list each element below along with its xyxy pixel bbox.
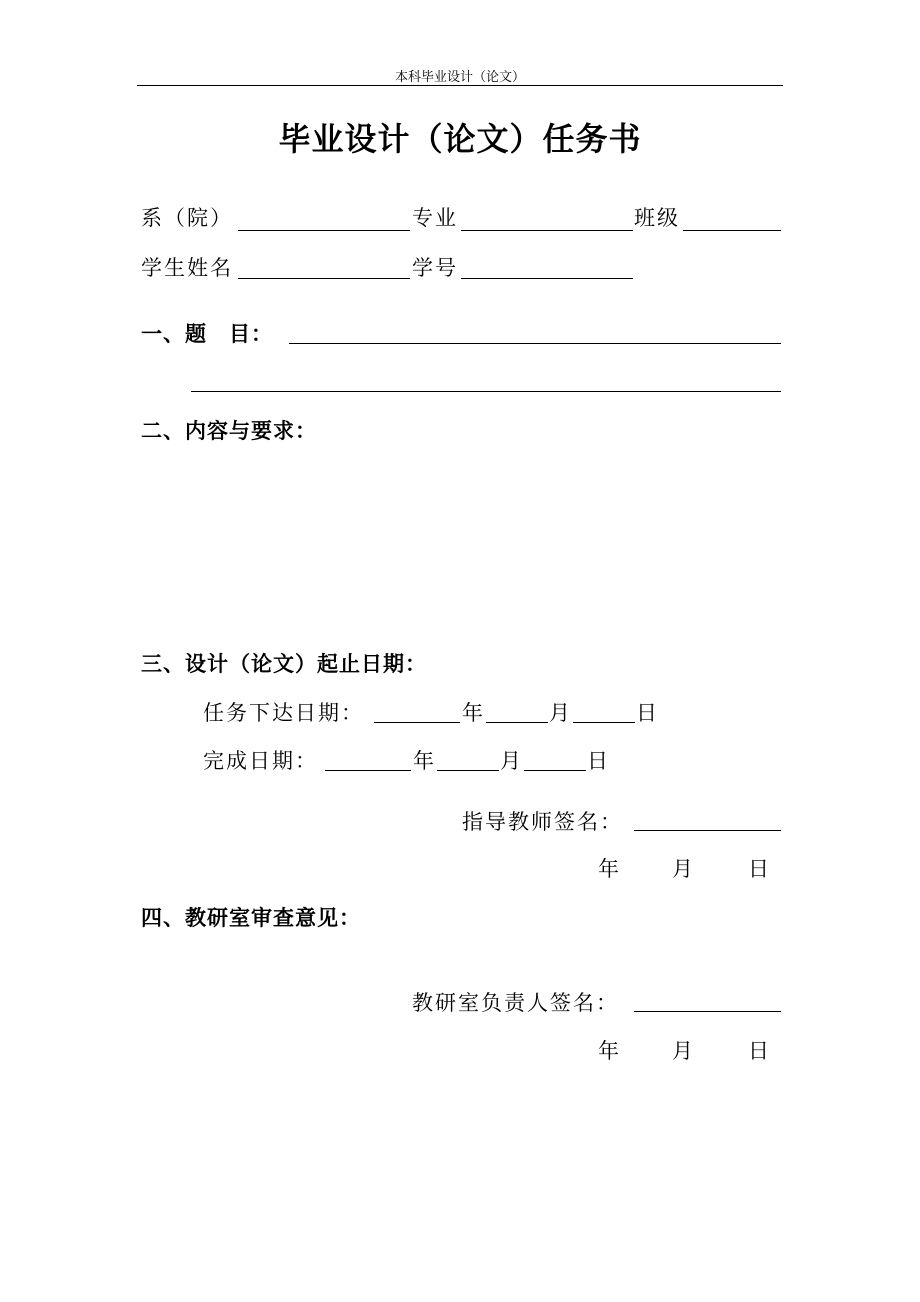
major-field[interactable] — [461, 230, 633, 231]
header-divider — [137, 85, 783, 86]
assigned-month-label: 月 — [549, 701, 570, 725]
advisor-signature-label: 指导教师签名： — [462, 810, 623, 834]
review-heading: 四、教研室审查意见： — [141, 905, 361, 930]
assigned-date-label: 任务下达日期： — [203, 701, 364, 725]
page-title: 毕业设计（论文）任务书 — [278, 120, 642, 158]
department-label: 系（院） — [141, 206, 233, 230]
completed-year-field[interactable] — [325, 770, 411, 771]
major-label: 专业 — [412, 206, 458, 230]
period-heading: 三、设计（论文）起止日期： — [141, 651, 427, 676]
completed-month-field[interactable] — [437, 770, 499, 771]
assigned-year-field[interactable] — [374, 722, 460, 723]
office-sign-year-label: 年 — [598, 1039, 619, 1063]
completed-day-label: 日 — [587, 749, 608, 773]
completed-month-label: 月 — [500, 749, 521, 773]
assigned-year-label: 年 — [462, 701, 483, 725]
office-head-signature-field[interactable] — [634, 1011, 781, 1012]
topic-heading: 一、题 目： — [141, 321, 273, 346]
class-field[interactable] — [683, 230, 781, 231]
advisor-sign-year-label: 年 — [598, 857, 619, 881]
office-sign-day-label: 日 — [748, 1039, 769, 1063]
completed-day-field[interactable] — [524, 770, 586, 771]
student-id-label: 学号 — [412, 256, 458, 280]
class-label: 班级 — [634, 206, 680, 230]
advisor-sign-month-label: 月 — [672, 857, 693, 881]
running-header: 本科毕业设计（论文） — [394, 70, 525, 85]
office-sign-month-label: 月 — [672, 1039, 693, 1063]
assigned-day-label: 日 — [636, 701, 657, 725]
assigned-day-field[interactable] — [573, 722, 635, 723]
student-id-field[interactable] — [461, 278, 633, 279]
advisor-sign-day-label: 日 — [748, 857, 769, 881]
advisor-signature-field[interactable] — [634, 830, 781, 831]
completed-year-label: 年 — [413, 749, 434, 773]
assigned-month-field[interactable] — [486, 722, 548, 723]
topic-field-line-1[interactable] — [289, 343, 781, 344]
department-field[interactable] — [238, 230, 410, 231]
completed-date-label: 完成日期： — [203, 749, 318, 773]
content-heading: 二、内容与要求： — [141, 418, 317, 443]
office-head-signature-label: 教研室负责人签名： — [412, 991, 619, 1015]
student-name-label: 学生姓名 — [141, 256, 233, 280]
student-name-field[interactable] — [238, 278, 410, 279]
topic-field-line-2[interactable] — [191, 391, 781, 392]
